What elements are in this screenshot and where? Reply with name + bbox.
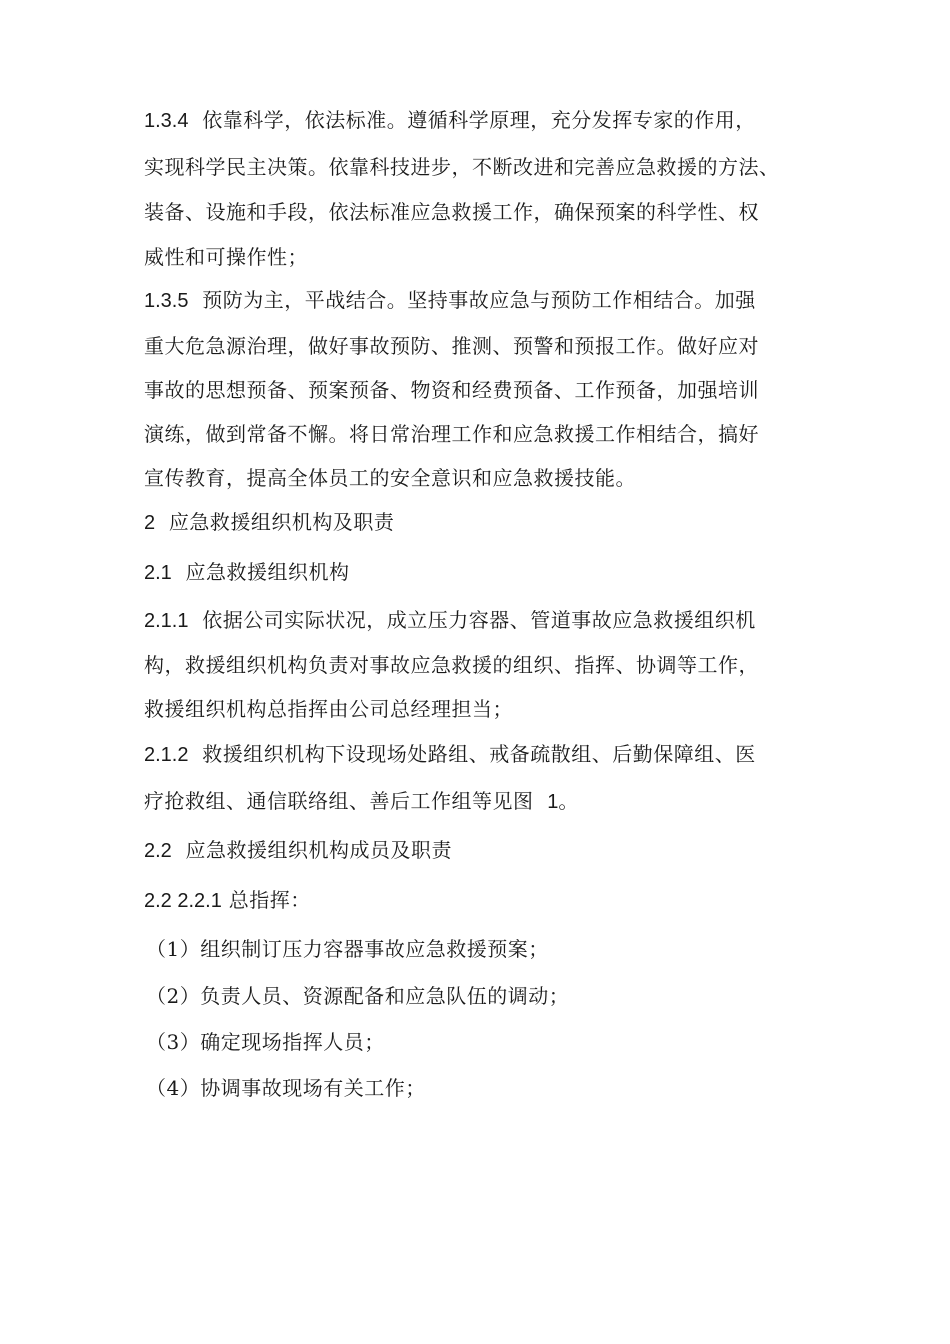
paragraph-end-mark: 。: [558, 789, 579, 813]
section-number: 2.1.2: [144, 744, 189, 766]
list-item: [146, 982, 569, 1010]
paragraph-1-3-4-line-3: 装备、设施和手段，依法标准应急救援工作，确保预案的科学性、权: [144, 200, 759, 224]
list-item: [146, 1074, 426, 1102]
paragraph-2-1-2-line-1: [144, 740, 756, 769]
heading-title: 应急救援组织机构成员及职责: [185, 838, 453, 862]
heading-2-2: [144, 836, 452, 865]
heading-number: 2.2: [144, 840, 172, 862]
paragraph-1-3-5-line-3: 事故的思想预备、预案预备、物资和经费预备、工作预备，加强培训: [144, 378, 759, 402]
section-number: 1.3.4: [144, 110, 189, 132]
list-marker: （1）: [146, 937, 201, 961]
section-number: 2.1.1: [144, 610, 189, 632]
paragraph-text: 依靠科学，依法标准。遵循科学原理，充分发挥专家的作用，: [202, 108, 756, 132]
paragraph-2-1-1-line-1: [144, 606, 756, 635]
list-marker: （3）: [146, 1030, 201, 1054]
list-text: 负责人员、资源配备和应急队伍的调动；: [200, 984, 570, 1008]
section-number: 1.3.5: [144, 290, 189, 312]
paragraph-2-1-2-line-2: [144, 787, 579, 816]
paragraph-1-3-4-line-2: 实现科学民主决策。依靠科技进步，不断改进和完善应急救援的方法、: [144, 155, 780, 179]
list-marker: （4）: [146, 1076, 201, 1100]
paragraph-text: 救援组织机构下设现场处路组、戒备疏散组、后勤保障组、医: [202, 742, 756, 766]
paragraph-2-1-1-line-2: 构，救援组织机构负责对事故应急救援的组织、指挥、协调等工作，: [144, 653, 759, 677]
list-text: 确定现场指挥人员；: [200, 1030, 385, 1054]
heading-title: 应急救援组织机构: [185, 560, 350, 584]
list-text: 协调事故现场有关工作；: [200, 1076, 426, 1100]
paragraph-1-3-5-line-5: 宣传教育，提高全体员工的安全意识和应急救援技能。: [144, 466, 636, 490]
list-text: 组织制订压力容器事故应急救援预案；: [200, 937, 549, 961]
paragraph-1-3-4-line-1: [144, 106, 756, 135]
paragraph-1-3-4-line-4: 威性和可操作性；: [144, 245, 308, 269]
heading-number: 2.1: [144, 562, 172, 584]
heading-number: 2: [144, 512, 156, 534]
heading-2-2-1: [144, 886, 311, 915]
heading-title: 应急救援组织机构及职责: [168, 510, 395, 534]
paragraph-1-3-5-line-4: 演练，做到常备不懈。将日常治理工作和应急救援工作相结合，搞好: [144, 422, 759, 446]
paragraph-text: 预防为主，平战结合。坚持事故应急与预防工作相结合。加强: [202, 288, 756, 312]
paragraph-1-3-5-line-2: 重大危急源治理，做好事故预防、推测、预警和预报工作。做好应对: [144, 334, 759, 358]
paragraph-2-1-1-line-3: 救援组织机构总指挥由公司总经理担当；: [144, 697, 513, 721]
list-marker: （2）: [146, 984, 201, 1008]
heading-number: 2.2 2.2.1: [144, 890, 222, 912]
heading-2-1: [144, 558, 350, 587]
paragraph-1-3-5-line-1: [144, 286, 756, 315]
heading-2: [144, 508, 394, 537]
heading-title: 总指挥：: [228, 888, 311, 912]
paragraph-text: 依据公司实际状况，成立压力容器、管道事故应急救援组织机: [202, 608, 756, 632]
paragraph-text: 疗抢救组、通信联络组、善后工作组等见图: [144, 789, 534, 813]
figure-reference: 1: [547, 791, 559, 813]
list-item: [146, 935, 549, 963]
list-item: [146, 1028, 385, 1056]
